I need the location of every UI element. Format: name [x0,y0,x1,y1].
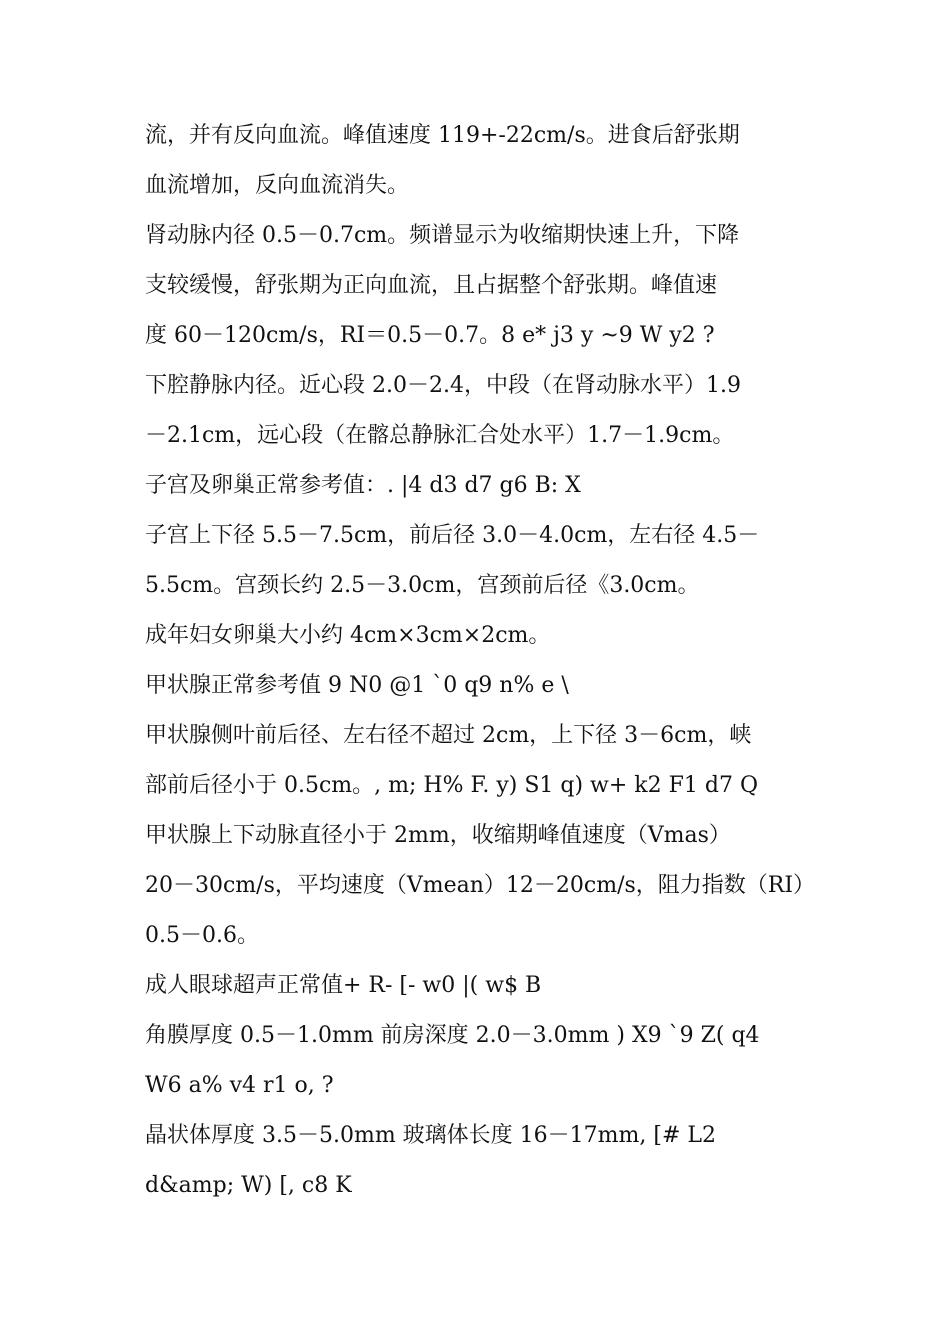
section-heading: 成人眼球超声正常值+ R- [- w0 |( w$ B [145,973,542,998]
text-line: 甲状腺侧叶前后径、左右径不超过 2cm，上下径 3－6cm，峡 [145,723,752,748]
text-line: 下腔静脉内径。近心段 2.0－2.4，中段（在肾动脉水平）1.9 [145,373,741,398]
text-line: 5.5cm。宫颈长约 2.5－3.0cm，宫颈前后径《3.0cm。 [145,573,700,598]
text-line: W6 a% v4 r1 o, ? [145,1073,334,1098]
section-heading: 子宫及卵巢正常参考值：. |4 d3 d7 g6 B: X [145,473,581,498]
text-line: 成年妇女卵巢大小约 4cm×3cm×2cm。 [145,623,551,648]
text-line: 0.5－0.6。 [145,923,259,948]
text-line: 度 60－120cm/s，RI＝0.5－0.7。8 e* j3 y ~9 W y2 ? [145,323,715,348]
text-line: d&amp; W) [, c8 K [145,1173,352,1198]
section-heading: 甲状腺正常参考值 9 N0 @1 `0 q9 n% e \ [145,673,569,698]
text-line: 晶状体厚度 3.5－5.0mm 玻璃体长度 16－17mm, [# L2 [145,1123,716,1148]
text-line: 支较缓慢，舒张期为正向血流，且占据整个舒张期。峰值速 [145,273,718,298]
document-body [145,111,815,1211]
text-line: 肾动脉内径 0.5－0.7cm。频谱显示为收缩期快速上升，下降 [145,223,740,248]
text-line: 甲状腺上下动脉直径小于 2mm，收缩期峰值速度（Vmas） [145,823,731,848]
text-line: 流，并有反向血流。峰值速度 119+-22cm/s。进食后舒张期 [145,123,740,148]
text-line: 部前后径小于 0.5cm。, m; H% F. y) S1 q) w+ k2 F1 d7 Q [145,773,758,798]
text-line: －2.1cm，远心段（在髂总静脉汇合处水平）1.7－1.9cm。 [145,423,735,448]
text-line: 子宫上下径 5.5－7.5cm，前后径 3.0－4.0cm，左右径 4.5－ [145,523,760,548]
text-line: 角膜厚度 0.5－1.0mm 前房深度 2.0－3.0mm ) X9 `9 Z( q4 [145,1023,760,1048]
text-line: 20－30cm/s，平均速度（Vmean）12－20cm/s，阻力指数（RI） [145,873,815,898]
text-line: 血流增加，反向血流消失。 [145,173,410,198]
